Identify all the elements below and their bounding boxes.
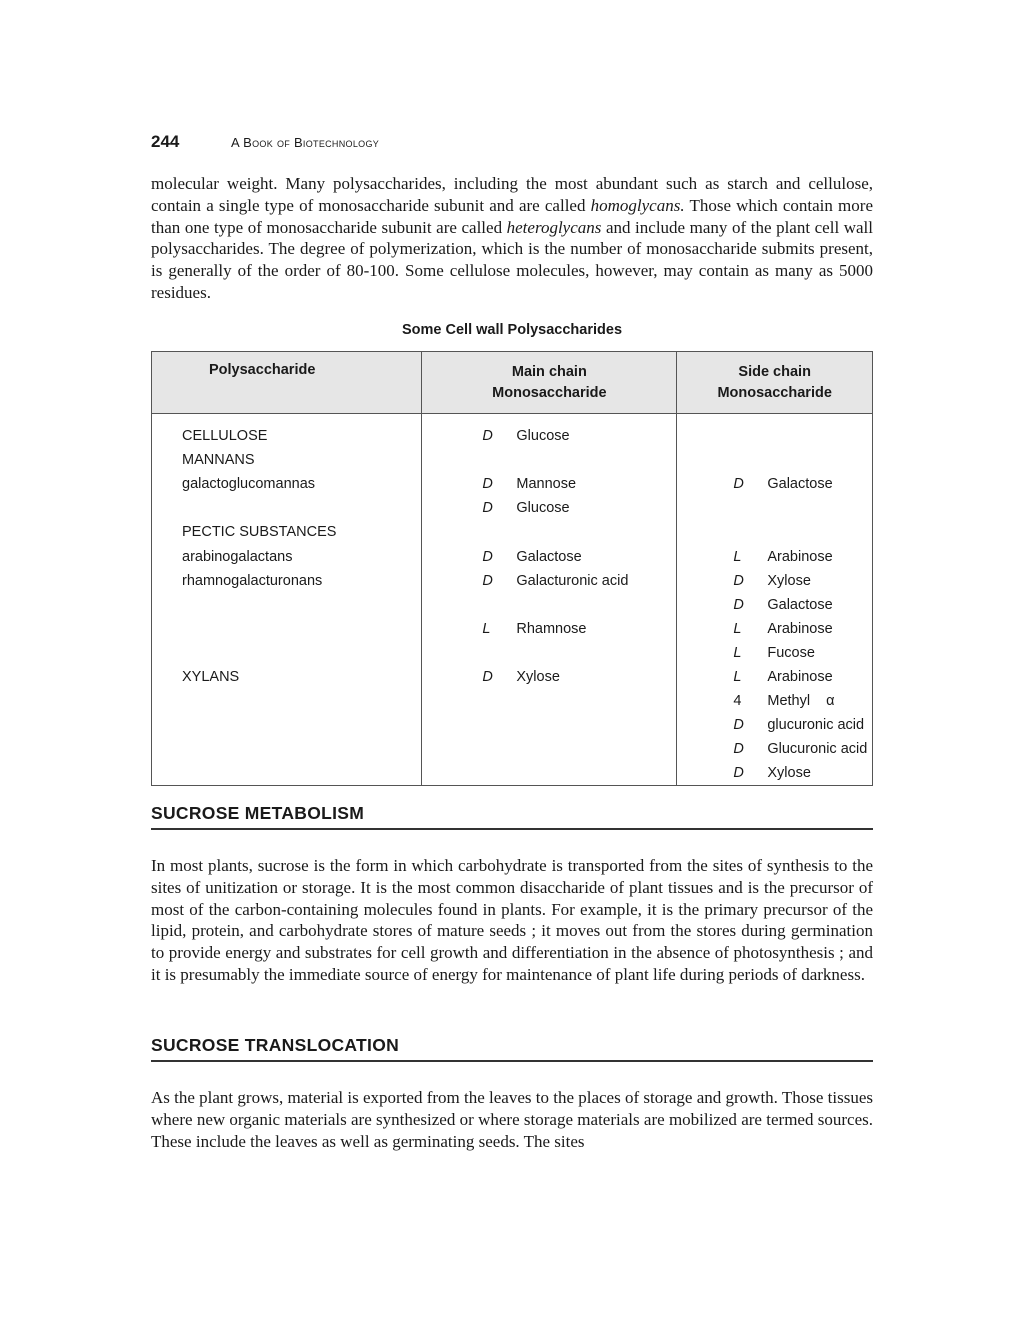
monosaccharide-name: Galacturonic acid	[516, 572, 629, 589]
cell-side-chain	[677, 448, 873, 472]
table-row	[152, 569, 873, 593]
cell-side-chain	[677, 496, 873, 520]
configuration-prefix: L	[733, 644, 742, 661]
table-row	[152, 713, 873, 737]
monosaccharide-name: Mannose	[516, 476, 577, 493]
cell-side-chain	[677, 689, 873, 713]
cell-side-chain	[677, 569, 873, 593]
cell-main-chain	[422, 641, 677, 665]
cell-side-chain	[677, 665, 873, 689]
configuration-prefix: D	[733, 765, 744, 782]
intro-text-2: Those which contain more than one type of monosaccharide subunit are called	[151, 195, 873, 237]
cell-polysaccharide: MANNANS	[152, 448, 422, 472]
cell-polysaccharide: XYLANS	[152, 665, 422, 689]
monosaccharide-name: Xylose	[767, 765, 811, 782]
table-row	[152, 761, 873, 786]
configuration-prefix: D	[733, 572, 744, 589]
configuration-prefix: L	[733, 620, 742, 637]
cell-side-chain	[677, 641, 873, 665]
configuration-prefix: D	[482, 572, 493, 589]
cell-main-chain	[422, 520, 677, 544]
header-side-chain: Side chain Monosaccharide	[677, 352, 873, 414]
cell-polysaccharide: arabinogalactans	[152, 544, 422, 568]
monosaccharide-name: Galactose	[767, 596, 833, 613]
cell-main-chain	[422, 761, 677, 786]
cell-side-chain	[677, 520, 873, 544]
cell-side-chain	[677, 617, 873, 641]
table-caption: Some Cell wall Polysaccharides	[401, 322, 623, 338]
monosaccharide-name: Methyl α	[767, 693, 835, 710]
cell-main-chain	[422, 496, 677, 520]
page-header	[151, 132, 873, 154]
polysaccharide-table	[151, 351, 873, 786]
cell-main-chain	[422, 414, 677, 449]
cell-main-chain	[422, 665, 677, 689]
table-row	[152, 617, 873, 641]
page-number: 244	[151, 132, 180, 151]
monosaccharide-name: Arabinose	[767, 620, 833, 637]
configuration-prefix: D	[482, 548, 493, 565]
monosaccharide-name: Arabinose	[767, 668, 833, 685]
cell-polysaccharide	[152, 593, 422, 617]
section-title-sucrose-translocation: SUCROSE TRANSLOCATION	[151, 1035, 873, 1062]
cell-main-chain	[422, 472, 677, 496]
table-row	[152, 414, 873, 449]
monosaccharide-name: Xylose	[767, 572, 811, 589]
cell-main-chain	[422, 544, 677, 568]
configuration-prefix: D	[733, 476, 744, 493]
cell-main-chain	[422, 593, 677, 617]
intro-text-1: molecular weight. Many polysaccharides, including the most abundant such as starch and cellulose, contain a single type of monosaccharide subunit and are called	[151, 174, 873, 215]
table-row	[152, 665, 873, 689]
header-polysaccharide: Polysaccharide	[152, 352, 422, 414]
cell-main-chain	[422, 448, 677, 472]
cell-main-chain	[422, 689, 677, 713]
configuration-prefix: D	[482, 668, 493, 685]
cell-polysaccharide	[152, 761, 422, 786]
table-row	[152, 689, 873, 713]
table-body	[152, 414, 873, 786]
monosaccharide-name: Rhamnose	[516, 620, 587, 637]
cell-side-chain	[677, 761, 873, 786]
cell-main-chain	[422, 713, 677, 737]
cell-polysaccharide	[152, 713, 422, 737]
cell-side-chain	[677, 737, 873, 761]
table-row	[152, 448, 873, 472]
sucrose-translocation-paragraph: As the plant grows, material is exported from the leaves to the places of storage and growth. Those tissues where new organic materials are synthesized or where storage materials are mobilized are termed sources. These include the leaves as well as germinating seeds. The sites	[151, 1088, 874, 1151]
table-row	[152, 544, 873, 568]
header-main-chain: Main chain Monosaccharide	[422, 352, 677, 414]
configuration-prefix: D	[482, 428, 493, 445]
monosaccharide-name: Fucose	[767, 644, 815, 661]
table-row	[152, 593, 873, 617]
cell-polysaccharide	[152, 641, 422, 665]
cell-side-chain	[677, 713, 873, 737]
monosaccharide-name: Glucose	[516, 500, 570, 517]
cell-polysaccharide: PECTIC SUBSTANCES	[152, 520, 422, 544]
configuration-prefix: D	[733, 596, 744, 613]
monosaccharide-name: Galactose	[516, 548, 582, 565]
configuration-prefix: D	[482, 476, 493, 493]
cell-polysaccharide	[152, 496, 422, 520]
table-row	[152, 472, 873, 496]
configuration-prefix: L	[482, 620, 491, 637]
table-row	[152, 496, 873, 520]
cell-side-chain	[677, 544, 873, 568]
configuration-prefix: D	[482, 500, 493, 517]
running-head: A Book of Biotechnology	[231, 135, 380, 150]
configuration-prefix: 4	[733, 693, 742, 710]
table-row	[152, 737, 873, 761]
cell-side-chain	[677, 414, 873, 449]
cell-polysaccharide	[152, 617, 422, 641]
cell-main-chain	[422, 569, 677, 593]
cell-polysaccharide	[152, 689, 422, 713]
term-heteroglycans: heteroglycans	[506, 217, 602, 237]
cell-polysaccharide: rhamnogalacturonans	[152, 569, 422, 593]
monosaccharide-name: Arabinose	[767, 548, 833, 565]
cell-polysaccharide: galactoglucomannas	[152, 472, 422, 496]
table-header-row	[152, 352, 873, 414]
monosaccharide-name: glucuronic acid	[767, 717, 865, 734]
section-title-sucrose-metabolism: SUCROSE METABOLISM	[151, 803, 873, 830]
table-row	[152, 641, 873, 665]
intro-text-3: and include many of the plant cell wall polysaccharides. The degree of polymerization, which is the number of monosaccharide submits present, is generally of the order of 80-100. Some cellulose molecules, however, may contain as many as 5000 residues.	[151, 217, 873, 302]
configuration-prefix: L	[733, 668, 742, 685]
cell-polysaccharide	[152, 737, 422, 761]
monosaccharide-name: Galactose	[767, 476, 833, 493]
cell-main-chain	[422, 737, 677, 761]
sucrose-metabolism-paragraph: In most plants, sucrose is the form in which carbohydrate is transported from the sites of synthesis to the sites of unitization or storage. It is the most common disaccharide of plant tissues and is the precursor of most of the carbon-containing molecules found in plants. For example, it is the primary precursor of the lipid, protein, and carbohydrate stores of mature seeds ; it moves out from the stores during germination to provide energy and substrates for cell growth and differentiation in the absence of photosynthesis ; and it is presumably the immediate source of energy for maintenance of plant life during periods of darkness.	[151, 856, 873, 984]
intro-paragraph	[151, 173, 873, 304]
term-homoglycans: homoglycans.	[590, 195, 685, 215]
monosaccharide-name: Glucuronic acid	[767, 741, 868, 758]
configuration-prefix: L	[733, 548, 742, 565]
monosaccharide-name: Glucose	[516, 428, 570, 445]
cell-side-chain	[677, 593, 873, 617]
cell-main-chain	[422, 617, 677, 641]
cell-side-chain	[677, 472, 873, 496]
table-row	[152, 520, 873, 544]
cell-polysaccharide: CELLULOSE	[152, 414, 422, 449]
configuration-prefix: D	[733, 741, 744, 758]
monosaccharide-name: Xylose	[516, 668, 560, 685]
configuration-prefix: D	[733, 717, 744, 734]
